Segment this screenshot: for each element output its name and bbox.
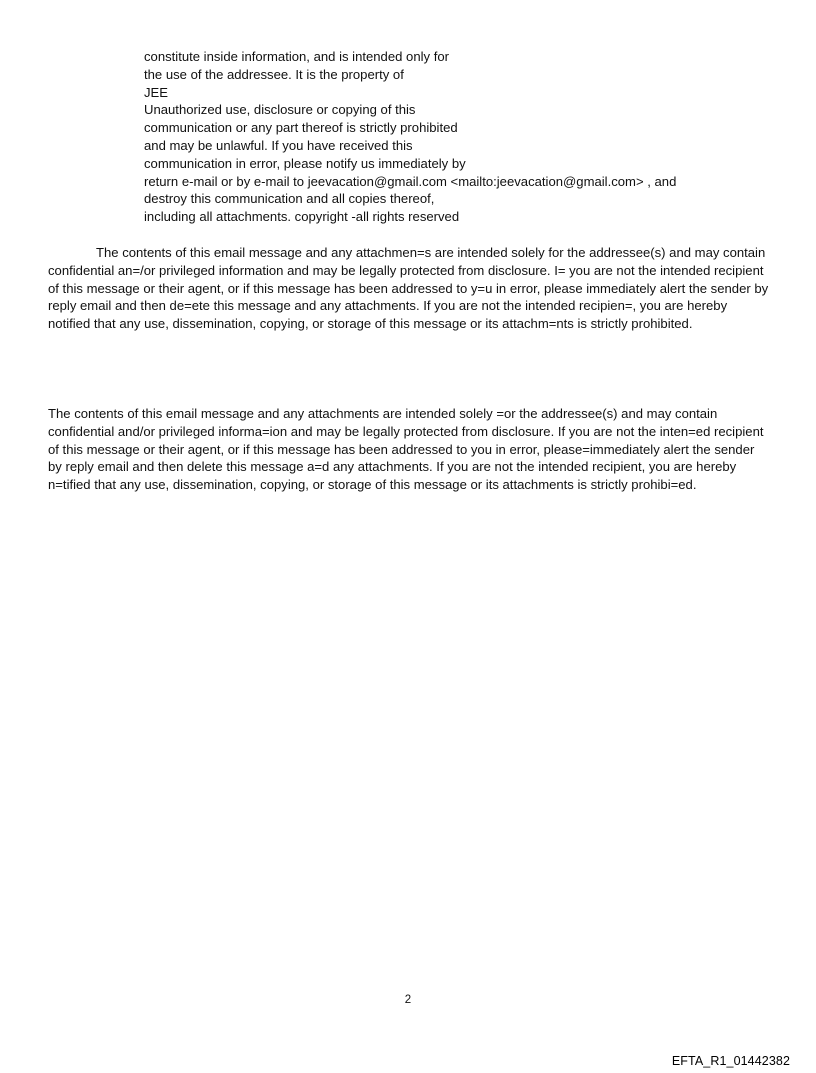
disclaimer-line: destroy this communication and all copies thereof, — [144, 191, 435, 207]
confidentiality-notice-paragraph: The contents of this email message and any attachmen=s are intended solely for the addressee(s) and may contain confidential an=/or privileged information and may be legally protected from disclosure. I= you are not the intended recipient of this message or their agent, or if this message has been addressed to y=u in error, please immediately alert the sender by reply email and then de=ete this message and any attachments. If you are not the intended recipien=, you are hereby notified that any use, dissemination, copying, or storage of this message or its attachm=nts is strictly prohibited. — [48, 245, 769, 332]
disclaimer-line: including all attachments. copyright -all rights reserved — [144, 209, 460, 225]
disclaimer-line: constitute inside information, and is intended only for — [144, 49, 449, 64]
document-id: EFTA_R1_01442382 — [671, 1054, 790, 1068]
disclaimer-line: JEE — [144, 84, 169, 100]
disclaimer-line: and may be unlawful. If you have received this — [144, 137, 413, 153]
disclaimer-block — [144, 48, 704, 226]
disclaimer-line: communication or any part thereof is strictly prohibited — [144, 120, 458, 136]
disclaimer-line: Unauthorized use, disclosure or copying of this — [144, 102, 416, 118]
disclaimer-line: return e-mail or by e-mail to jeevacation@gmail.com <mailto:jeevacation@gmail.com> , and — [144, 173, 677, 189]
disclaimer-line: communication in error, please notify us immediately by — [144, 155, 466, 171]
page-number: 2 — [404, 994, 412, 1006]
confidentiality-notice-paragraph: The contents of this email message and any attachments are intended solely =or the addressee(s) and may contain confidential and/or privileged informa=ion and may be legally protected from disclosure. If you are not the inten=ed recipient of this message or their agent, or if this message has been addressed to you in error, please=immediately alert the sender by reply email and then delete this message a=d any attachments. If you are not the intended recipient, you are hereby n=tified that any use, dissemination, copying, or storage of this message or its attachments is strictly prohibi=ed. — [48, 406, 764, 493]
disclaimer-line: the use of the addressee. It is the property of — [144, 66, 404, 82]
